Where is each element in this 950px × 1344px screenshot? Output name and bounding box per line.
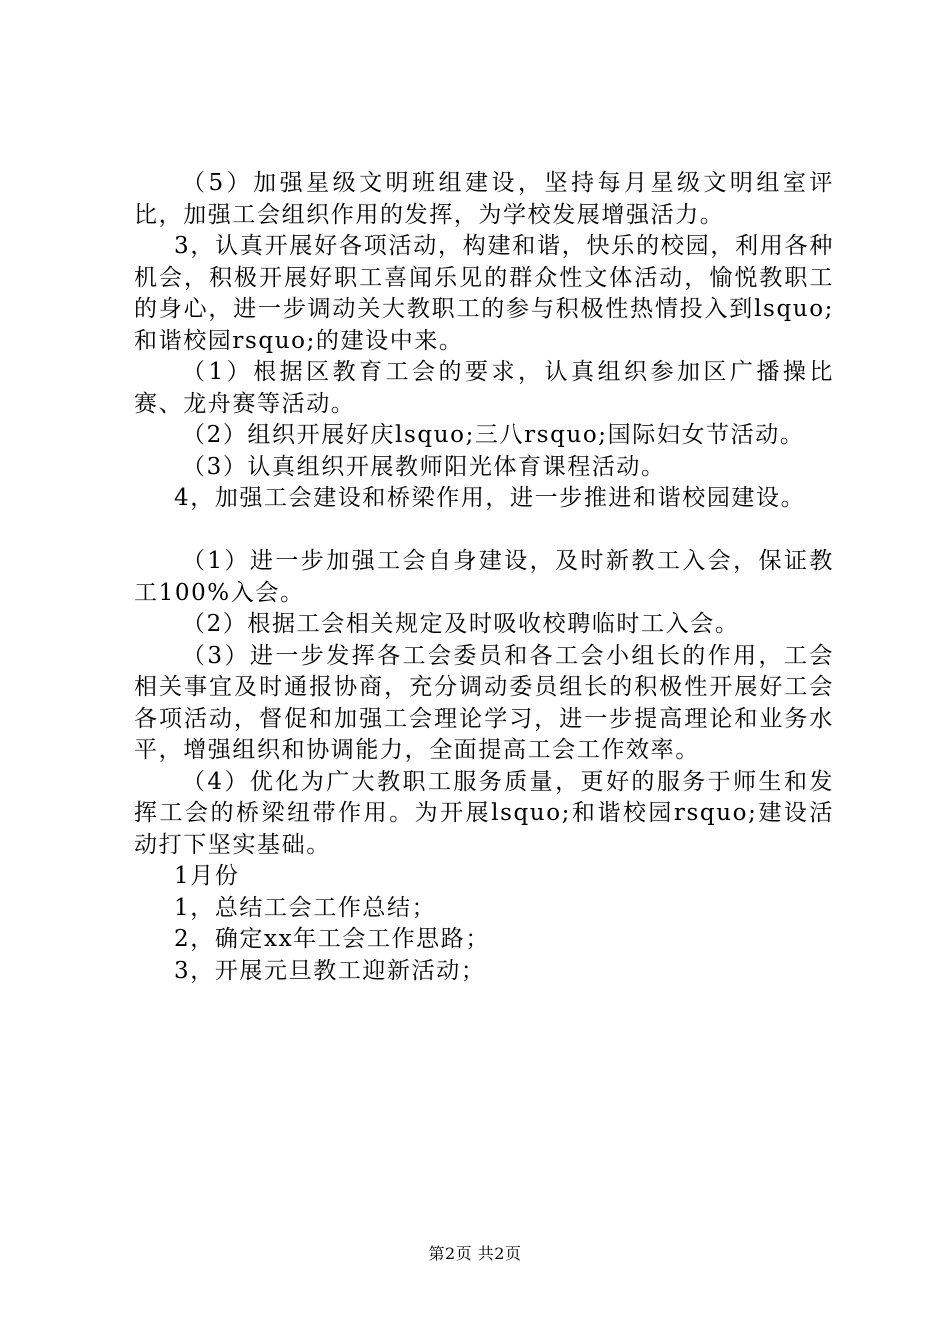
- paragraph-january-item-1: 1，总结工会工作总结；: [174, 894, 437, 921]
- page-footer: 第2页 共2页: [428, 1244, 522, 1263]
- paragraph-service-quality: （4）优化为广大教职工服务质量，更好的服务于师生和发挥工会的桥梁纽带作用。为开展lsquo;和谐校园rsquo;建设活动打下坚实基础。: [134, 768, 834, 858]
- paragraph-broadcast-exercise: （1）根据区教育工会的要求，认真组织参加区广播操比赛、龙舟赛等活动。: [134, 359, 834, 417]
- paragraph-january: 1月份: [174, 863, 240, 889]
- paragraph-self-building: （1）进一步加强工会自身建设，及时新教工入会，保证教工100%入会。: [134, 548, 834, 606]
- paragraph-january-item-3: 3，开展元旦教工迎新活动；: [174, 957, 486, 984]
- paragraph-union-building: 4，加强工会建设和桥梁作用，进一步推进和谐校园建设。: [174, 485, 806, 511]
- paragraph-civilized-group: （5）加强星级文明班组建设，坚持每月星级文明组室评比，加强工会组织作用的发挥，为学校发展增强活力。: [134, 170, 834, 228]
- paragraph-activities: 3，认真开展好各项活动，构建和谐，快乐的校园，利用各种机会，积极开展好职工喜闻乐见的群众性文体活动，愉悦教职工的身心，进一步调动关大教职工的参与积极性热情投入到lsquo;和谐校园rsquo;的建设中来。: [134, 233, 834, 354]
- document-body: [134, 168, 834, 987]
- paragraph-january-item-2: 2，确定xx年工会工作思路；: [174, 926, 490, 952]
- paragraph-committee-role: （3）进一步发挥各工会委员和各工会小组长的作用，工会相关事宜及时通报协商，充分调动委员组长的积极性开展好工会各项活动，督促和加强工会理论学习，进一步提高理论和业务水平，增强组织和协调能力，全面提高工会工作效率。: [134, 642, 834, 763]
- blank-line: [134, 515, 834, 547]
- paragraph-temp-workers: （2）根据工会相关规定及时吸收校聘临时工入会。: [182, 611, 740, 637]
- paragraph-womens-day: （2）组织开展好庆lsquo;三八rsquo;国际妇女节活动。: [182, 422, 805, 448]
- paragraph-sports-course: （3）认真组织开展教师阳光体育课程活动。: [182, 453, 666, 480]
